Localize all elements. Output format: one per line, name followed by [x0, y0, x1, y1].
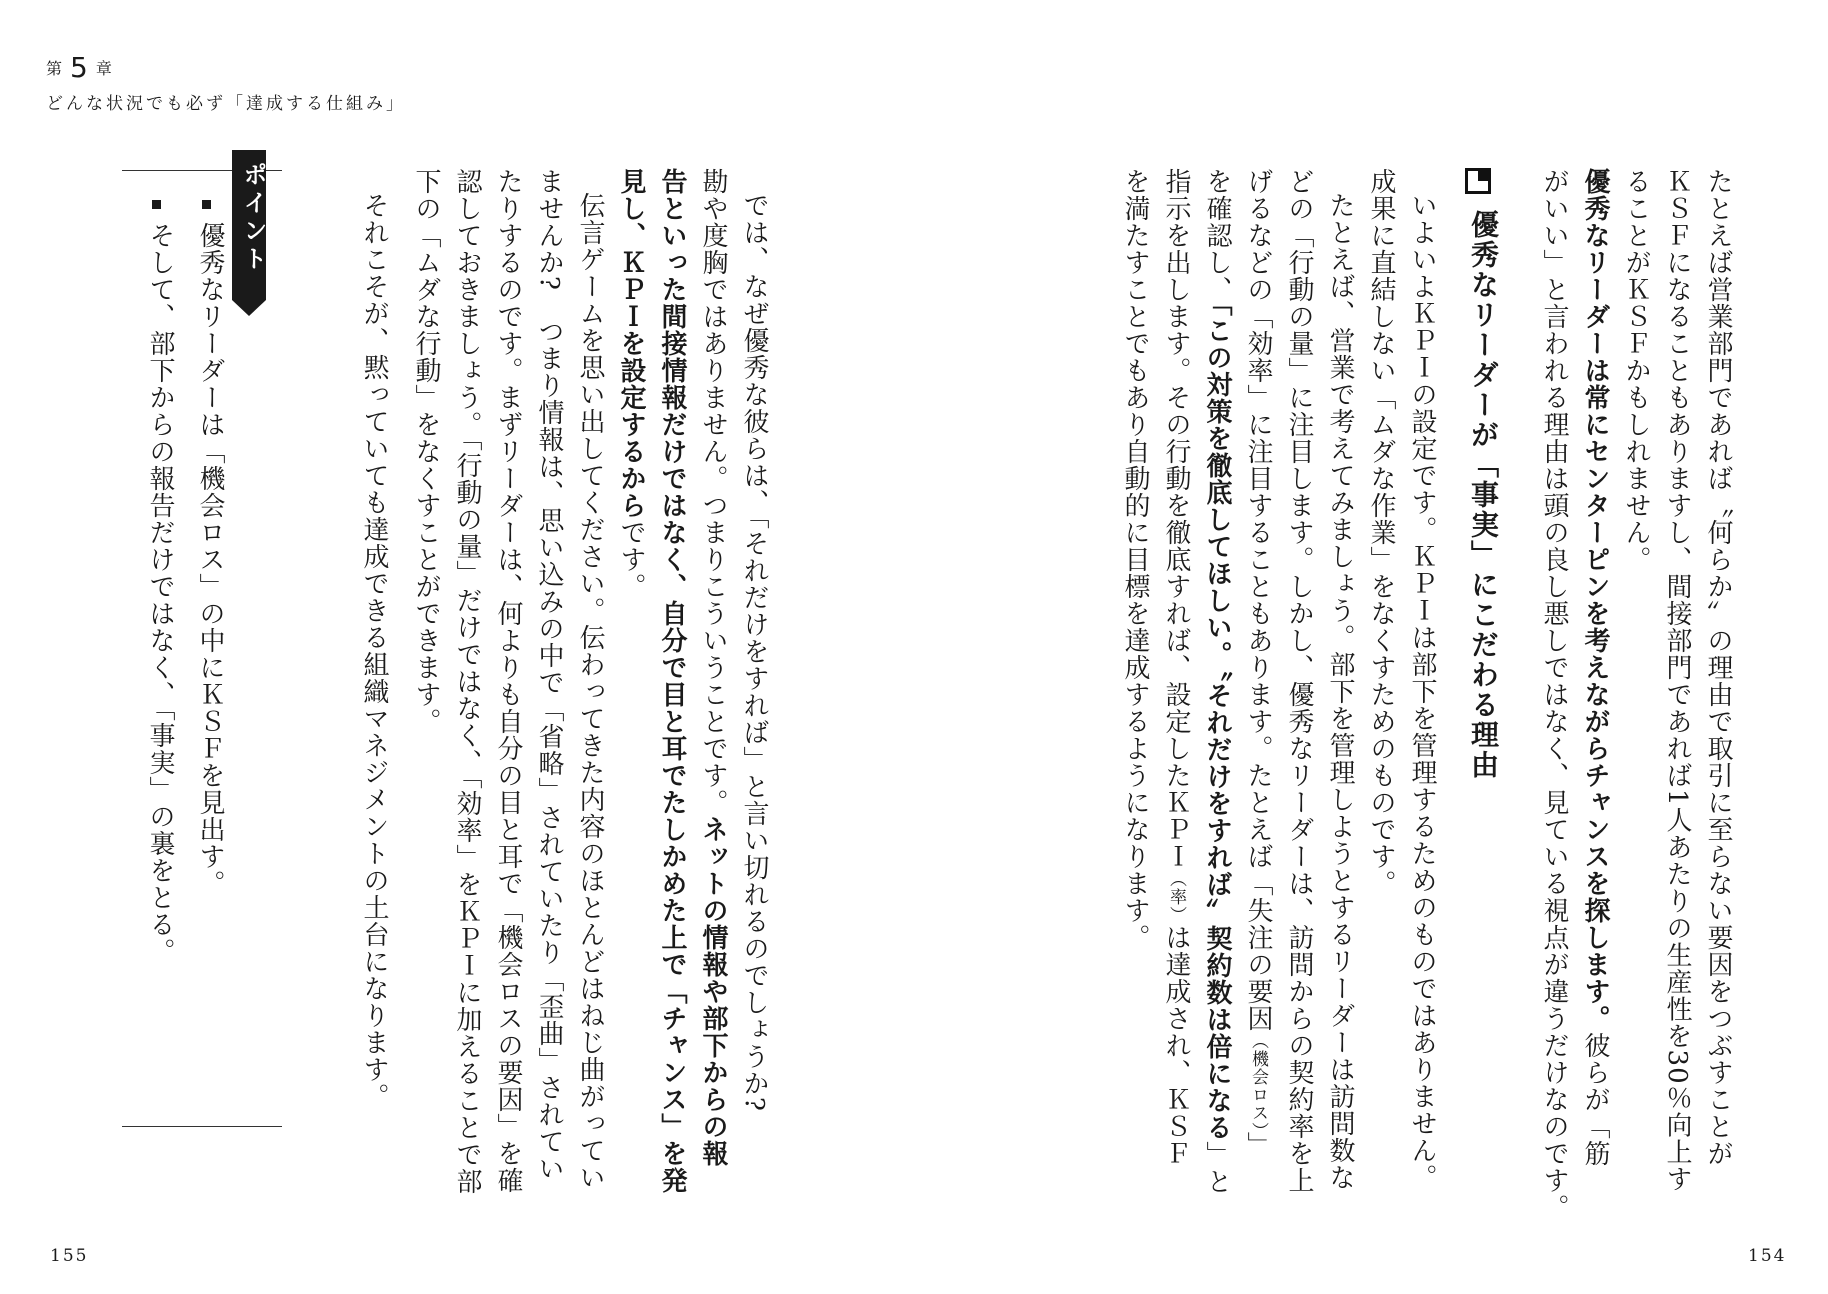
- body-column: たとえば営業部門であれば〝何らか〟の理由で取引に至らない要因をつぶすことが: [1703, 168, 1733, 1167]
- bold-emphasis: ネットの情報や部下からの報: [698, 816, 728, 1167]
- body-column: 下の「ムダな行動」をなくすことができます。: [411, 168, 441, 735]
- bold-emphasis: 優秀なリーダーは常にセンターピンを考えながらチャンスを探します。: [1580, 168, 1610, 1032]
- text-span: 」と: [1202, 1141, 1232, 1195]
- bullet-square-icon: [152, 200, 161, 209]
- page-number-left: 155: [50, 1246, 89, 1266]
- point-label: ポイント: [239, 162, 267, 274]
- chapter-prefix: 第: [46, 59, 65, 78]
- body-column: [695, 168, 732, 1167]
- body-column: いよいよＫＰＩの設定です。ＫＰＩは部下を管理するためのものではありません。: [1407, 192, 1437, 1191]
- point-bullet: そして、部下からの報告だけではなく、「事実」の裏をとる。: [145, 222, 175, 965]
- body-column: [1199, 168, 1236, 1195]
- heading-square-icon: [1465, 168, 1491, 194]
- body-column: [1240, 168, 1277, 1159]
- body-column: 伝言ゲームを思い出してください。伝わってきた内容のほとんどはねじ曲がってい: [575, 192, 605, 1191]
- bold-emphasis: 「この対策を徹底してほしい。〝それだけをすれば〟契約数は倍になる: [1202, 303, 1232, 1141]
- body-column: どの「行動の量」に注目します。しかし、優秀なリーダーは、訪問からの契約率を上: [1284, 168, 1314, 1194]
- text-span: げるなどの「効率」に注目することもあります。たとえば「失注の要因: [1243, 168, 1273, 1032]
- section-heading: 優秀なリーダーが「事実」にこだわる理由: [1467, 210, 1500, 780]
- body-column: では、なぜ優秀な彼らは、「それだけをすれば」と言い切れるのでしょうか?: [739, 192, 769, 1112]
- body-column: たとえば、営業で考えてみましょう。部下を管理しようとするリーダーは訪問数な: [1325, 192, 1355, 1191]
- body-column: 告といった間接情報だけではなく、自分で目と耳でたしかめた上で「チャンス」を発: [657, 168, 687, 1194]
- body-column: ることがＫＳＦかもしれません。: [1621, 168, 1651, 573]
- body-column: 認しておきましょう。「行動の量」だけではなく、「効率」をＫＰＩに加えることで部: [452, 168, 482, 1195]
- point-bullet: 優秀なリーダーは「機会ロス」の中にＫＳＦを見出す。: [195, 222, 225, 897]
- chapter-suffix: 章: [95, 59, 114, 78]
- body-column: [613, 168, 650, 600]
- chapter-header: [46, 48, 406, 114]
- small-annotation: （機会ロス）: [1248, 1032, 1268, 1132]
- text-span: 」: [1243, 1131, 1273, 1159]
- text-span: です。: [616, 519, 646, 600]
- text-span: 彼らが「筋: [1580, 1032, 1610, 1167]
- point-bottom-rule: [122, 1126, 282, 1127]
- body-column: [1158, 168, 1195, 1167]
- body-column: ＫＳＦになることもありますし、間接部門であれば1人あたりの生産性を30％向上す: [1662, 168, 1692, 1193]
- body-column: それこそが、黙っていても達成できる組織マネジメントの土台になります。: [359, 192, 389, 1110]
- chapter-label: [46, 48, 406, 84]
- text-span: を確認し、: [1202, 168, 1232, 303]
- body-column: を満たすことでもあり自動的に目標を達成するようになります。: [1120, 168, 1150, 951]
- small-annotation: （率）: [1166, 870, 1186, 924]
- text-span: 勘や度胸ではありません。つまりこういうことです。: [698, 168, 728, 816]
- bullet-square-icon: [202, 200, 211, 209]
- bold-emphasis: 見し、ＫＰＩを設定するから: [616, 168, 646, 519]
- body-column: たりするのです。まずリーダーは、何よりも自分の目と耳で「機会ロスの要因」を確: [493, 168, 523, 1194]
- body-column: がいい」と言われる理由は頭の良し悪しではなく、見ている視点が違うだけなのです。: [1539, 168, 1569, 1221]
- text-span: 指示を出します。その行動を徹底すれば、設定したＫＰＩ: [1161, 168, 1191, 870]
- chapter-number: 5: [70, 51, 90, 84]
- text-span: は達成され、ＫＳＦ: [1161, 924, 1191, 1167]
- body-column: [1577, 168, 1614, 1167]
- chapter-title: どんな状況でも必ず「達成する仕組み」: [46, 94, 406, 114]
- body-column: 成果に直結しない「ムダな作業」をなくすためのものです。: [1366, 168, 1396, 897]
- body-column: ませんか? つまり情報は、思い込みの中で「省略」されていたり「歪曲」されてい: [534, 168, 564, 1182]
- page-number-right: 154: [1748, 1246, 1787, 1266]
